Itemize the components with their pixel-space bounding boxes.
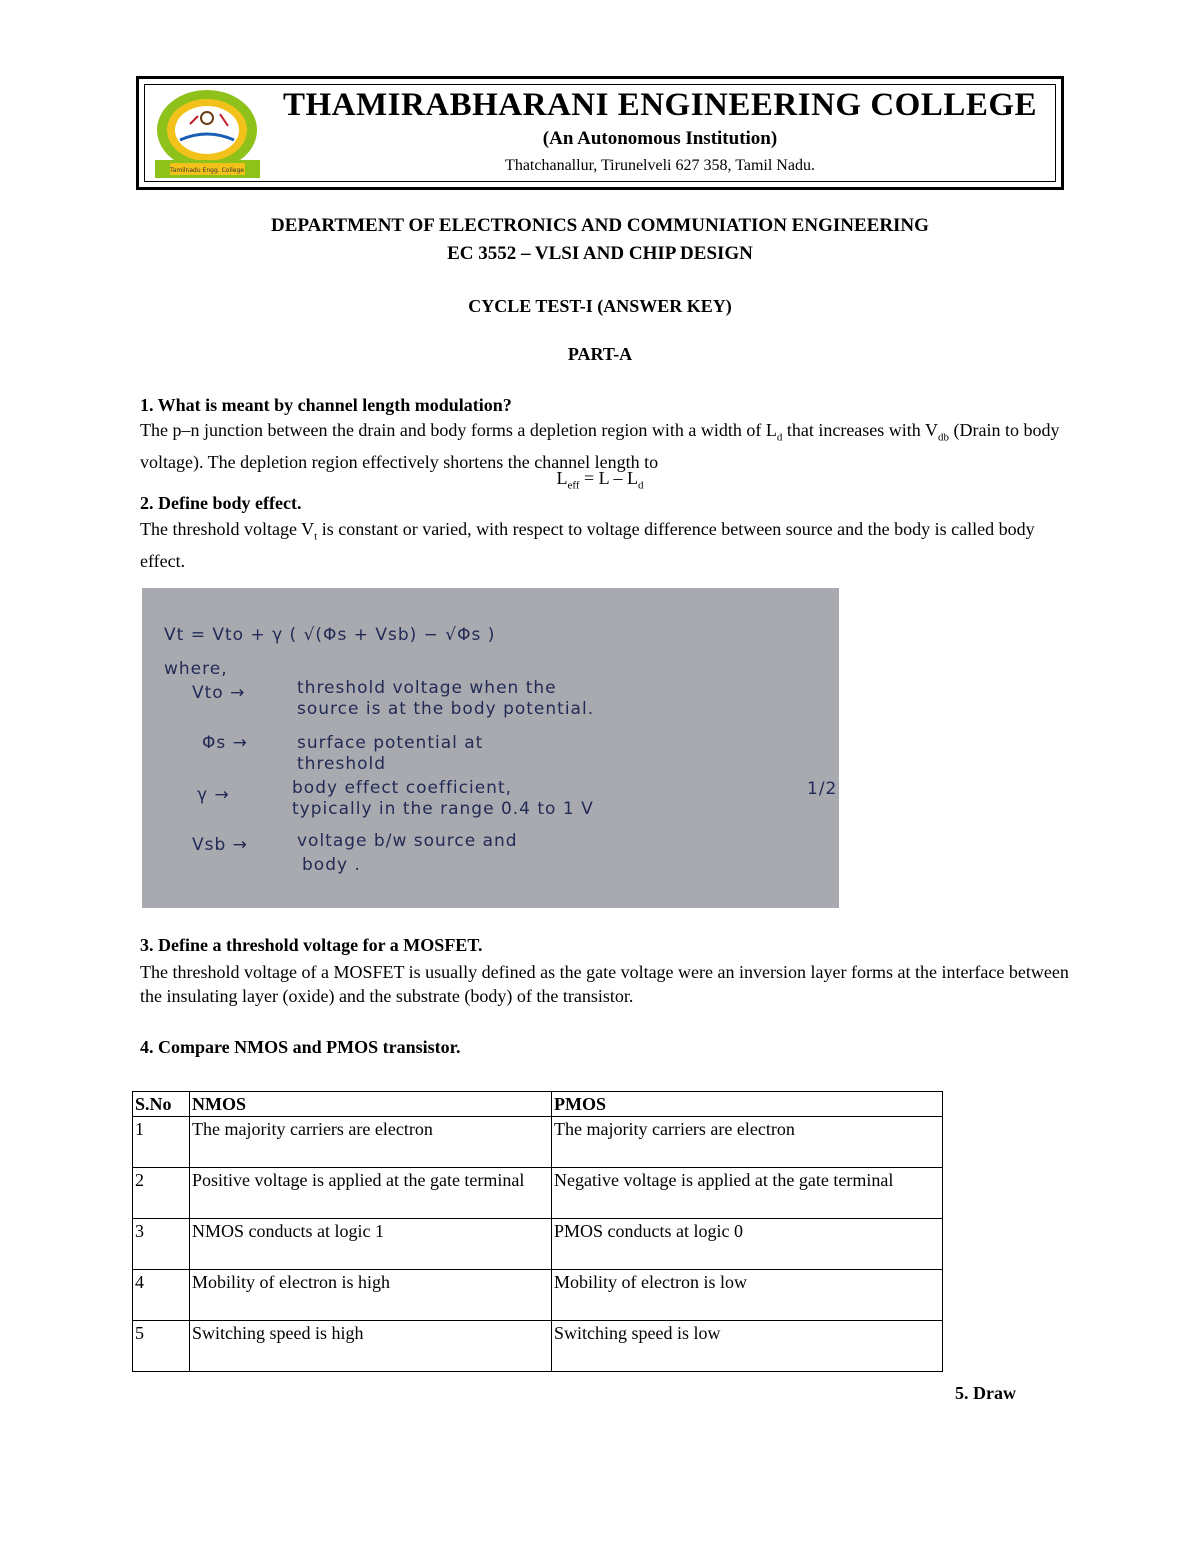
table-cell: Switching speed is high (190, 1321, 552, 1372)
table-cell: PMOS conducts at logic 0 (552, 1219, 943, 1270)
table-cell: Negative voltage is applied at the gate terminal (552, 1168, 943, 1219)
table-header-cell: NMOS (190, 1092, 552, 1117)
part-heading: PART-A (567, 344, 633, 364)
hw-formula: Vt = Vto + γ ( √(Φs + Vsb) − √Φs ) (164, 625, 496, 645)
question-3: 3. Define a threshold voltage for a MOSFET. (140, 935, 483, 955)
college-address: Thatchanallur, Tirunelveli 627 358, Tamil Nadu. (505, 157, 815, 174)
hw-l3-b: typically in the range 0.4 to 1 V (292, 799, 594, 819)
question-1: 1. What is meant by channel length modulation? (140, 395, 512, 415)
hw-l1-b: source is at the body potential. (297, 699, 595, 719)
college-logo (150, 88, 265, 183)
hw-where: where, (164, 659, 228, 679)
question-5: 5. Draw (955, 1383, 1016, 1403)
question-4: 4. Compare NMOS and PMOS transistor. (140, 1037, 461, 1057)
table-cell: 5 (133, 1321, 190, 1372)
hw-l2-b: threshold (297, 754, 387, 774)
hw-l1-sym: Vto → (192, 683, 246, 703)
table-cell: NMOS conducts at logic 1 (190, 1219, 552, 1270)
nmos-pmos-comparison-table (132, 1091, 943, 1372)
college-name: THAMIRABHARANI ENGINEERING COLLEGE (282, 87, 1038, 123)
table-row (133, 1168, 943, 1219)
table-cell: The majority carriers are electron (190, 1117, 552, 1168)
leff-formula: $L_{eff} = L - L_d$ (556, 468, 644, 492)
hw-l3-sup: 1/2 (807, 779, 838, 799)
table-cell: 1 (133, 1117, 190, 1168)
hw-l4-b: body . (302, 855, 361, 875)
hw-l3-a: body effect coefficient, (292, 778, 513, 798)
department-title: DEPARTMENT OF ELECTRONICS AND COMMUNIATION ENGINEERING (271, 215, 929, 236)
table-header-cell: PMOS (552, 1092, 943, 1117)
table-row (133, 1219, 943, 1270)
course-title: EC 3552 – VLSI AND CHIP DESIGN (447, 243, 753, 264)
hw-l3-sym: γ → (197, 785, 230, 805)
table-cell: Mobility of electron is high (190, 1270, 552, 1321)
table-cell: Positive voltage is applied at the gate terminal (190, 1168, 552, 1219)
hw-l1-a: threshold voltage when the (297, 678, 557, 698)
hw-l2-a: surface potential at (297, 733, 484, 753)
table-cell: Mobility of electron is low (552, 1270, 943, 1321)
table-cell: 2 (133, 1168, 190, 1219)
table-cell: 4 (133, 1270, 190, 1321)
table-row (133, 1117, 943, 1168)
test-title: CYCLE TEST-I (ANSWER KEY) (468, 296, 732, 316)
handwritten-notes-photo (142, 588, 839, 908)
table-header-cell: S.No (133, 1092, 190, 1117)
college-subtitle: (An Autonomous Institution) (542, 128, 778, 149)
table-header-row (133, 1092, 943, 1117)
table-row (133, 1270, 943, 1321)
table-cell: Switching speed is low (552, 1321, 943, 1372)
answer-1: The p–n junction between the drain and body forms a depletion region with a width of $L_d$ that increases with $V_{db}$ (Drain to body voltage). The depletion region effectively shortens the channel length to (140, 420, 1060, 472)
answer-2: The threshold voltage $V_t$ is constant or varied, with respect to voltage difference between source and the body is called body effect. (140, 519, 1035, 571)
hw-l2-sym: Φs → (202, 733, 248, 753)
question-2: 2. Define body effect. (140, 493, 302, 513)
hw-l4-sym: Vsb → (192, 835, 248, 855)
table-cell: The majority carriers are electron (552, 1117, 943, 1168)
svg-text:Tamilnadu Engg. College: Tamilnadu Engg. College (170, 167, 244, 174)
hw-l4-a: voltage b/w source and (297, 831, 518, 851)
answer-3: The threshold voltage of a MOSFET is usually defined as the gate voltage were an inversion layer forms at the interface between the insulating layer (oxide) and the substrate (body) of the transistor. (140, 962, 1069, 1006)
table-cell: 3 (133, 1219, 190, 1270)
table-row (133, 1321, 943, 1372)
